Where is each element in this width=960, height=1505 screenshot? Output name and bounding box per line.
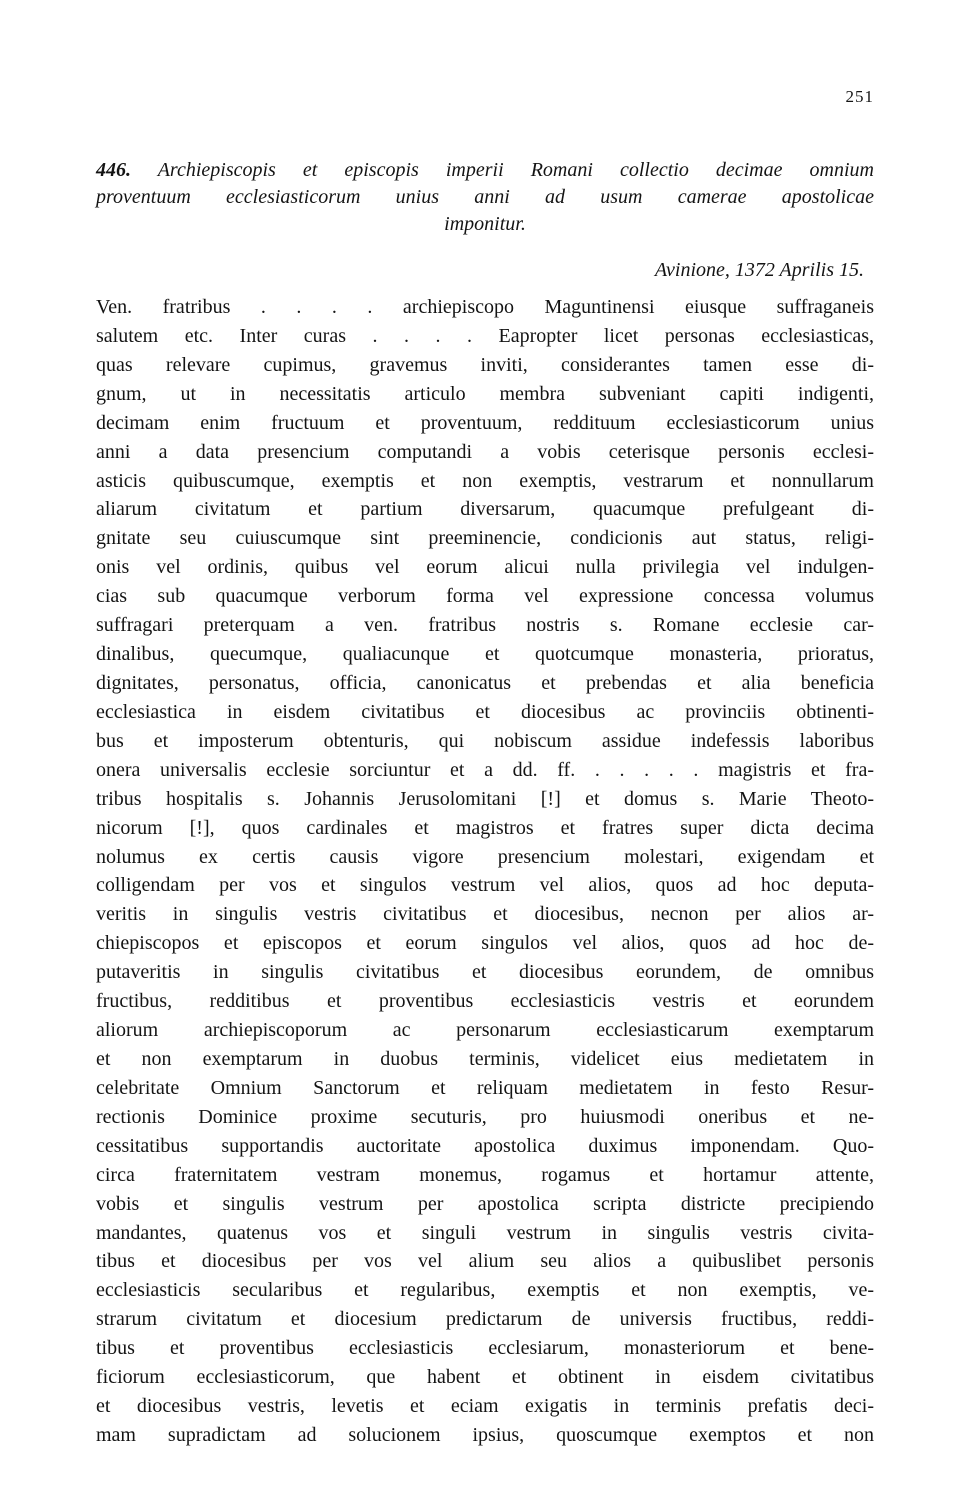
text-line: aliorum archiepiscoporum ac personarum ecclesiasticarum exemptarum	[96, 1019, 874, 1042]
text-line: tibus et proventibus ecclesiasticis ecclesiarum, monasteriorum et bene-	[96, 1337, 874, 1360]
text-line: strarum civitatum et diocesium predictarum de universis fructibus, reddi-	[96, 1308, 874, 1331]
text-line: bus et imposterum obtenturis, qui nobiscum assidue indefessis laboribus	[96, 729, 874, 752]
heading-line: proventuum ecclesiasticorum unius anni ad usum camerae apostolicae	[96, 186, 874, 208]
text-line: asticis quibuscumque, exemptis et non exemptis, vestrarum et nonnullarum	[96, 469, 874, 492]
text-line: gnitate seu cuiuscumque sint preeminencie, condicionis aut status, religi-	[96, 527, 874, 550]
text-line: celebritate Omnium Sanctorum et reliquam medietatem in festo Resur-	[96, 1076, 874, 1099]
text-line: et diocesibus vestris, levetis et eciam exigatis in terminis prefatis deci-	[96, 1395, 874, 1418]
text-line: dinalibus, quecumque, qualiacunque et quotcumque monasteria, prioratus,	[96, 643, 874, 666]
text-line: vobis et singulis vestrum per apostolica scripta districte precipiendo	[96, 1192, 874, 1215]
text-line: Ven. fratribus . . . . archiepiscopo Maguntinensi eiusque suffraganeis	[96, 296, 874, 318]
page-number: 251	[845, 87, 874, 106]
text-line: cessitatibus supportandis auctoritate apostolica duximus imponendam. Quo-	[96, 1134, 874, 1157]
text-line: veritis in singulis vestris civitatibus et diocesibus, necnon per alios ar-	[96, 903, 874, 926]
dateline: Avinione, 1372 Aprilis 15.	[654, 259, 864, 281]
text-line: ficiorum ecclesiasticorum, que habent et obtinent in eisdem civitatibus	[96, 1366, 874, 1389]
text-line: nicorum [!], quos cardinales et magistros et fratres super dicta decima	[96, 816, 874, 839]
text-line: mandantes, quatenus vos et singuli vestrum in singulis vestris civita-	[96, 1221, 874, 1244]
text-line: chiepiscopos et episcopos et eorum singulos vel alios, quos ad hoc de-	[96, 932, 874, 955]
heading-line: imponitur.	[444, 213, 526, 235]
text-line: putaveritis in singulis civitatibus et diocesibus eorundem, de omnibus	[96, 961, 874, 984]
text-line: suffragari preterquam a ven. fratribus nostris s. Romane ecclesie car-	[96, 614, 874, 637]
text-line: fructibus, redditibus et proventibus ecclesiasticis vestris et eorundem	[96, 990, 874, 1013]
text-line: ecclesiastica in eisdem civitatibus et diocesibus ac provinciis obtinenti-	[96, 700, 874, 723]
text-line: ecclesiasticis secularibus et regularibus, exemptis et non exemptis, ve-	[96, 1279, 874, 1302]
text-line: circa fraternitatem vestram monemus, rogamus et hortamur attente,	[96, 1163, 874, 1186]
text-line: decimam enim fructuum et proventuum, reddituum ecclesiasticorum unius	[96, 411, 874, 434]
text-line: anni a data presencium computandi a vobis ceterisque personis ecclesi-	[96, 440, 874, 463]
text-line: rectionis Dominice proxime secuturis, pro huiusmodi oneribus et ne-	[96, 1105, 874, 1128]
text-line: onera universalis ecclesie sorciuntur et a dd. ff. . . . . . magistris et fra-	[96, 758, 874, 781]
text-line: mam supradictam ad solucionem ipsius, quoscumque exemptos et non	[96, 1423, 874, 1446]
body-text	[96, 293, 874, 1450]
text-line: tibus et diocesibus per vos vel alium seu alios a quibuslibet personis	[96, 1250, 874, 1273]
text-line: colligendam per vos et singulos vestrum vel alios, quos ad hoc deputa-	[96, 874, 874, 897]
text-line: nolumus ex certis causis vigore presencium molestari, exigendam et	[96, 845, 874, 868]
text-line: tribus hospitalis s. Johannis Jerusolomitani [!] et domus s. Marie Theoto-	[96, 787, 874, 810]
heading-line: 446. Archiepiscopis et episcopis imperii Romani collectio decimae omnium	[96, 159, 874, 181]
text-line: quas relevare cupimus, gravemus inviti, considerantes tamen esse di-	[96, 353, 874, 376]
text-line: onis vel ordinis, quibus vel eorum alicui nulla privilegia vel indulgen-	[96, 556, 874, 579]
document-heading	[96, 157, 874, 238]
text-line: dignitates, personatus, officia, canonicatus et prebendas et alia beneficia	[96, 671, 874, 694]
text-line: aliarum civitatum et partium diversarum, quacumque prefulgeant di-	[96, 498, 874, 521]
text-line: et non exemptarum in duobus terminis, videlicet eius medietatem in	[96, 1047, 874, 1070]
text-line: salutem etc. Inter curas . . . . Eapropter licet personas ecclesiasticas,	[96, 324, 874, 347]
document-number: 446.	[96, 159, 131, 181]
text-line: cias sub quacumque verborum forma vel expressione concessa volumus	[96, 585, 874, 608]
text-line: gnum, ut in necessitatis articulo membra subveniant capiti indigenti,	[96, 382, 874, 405]
